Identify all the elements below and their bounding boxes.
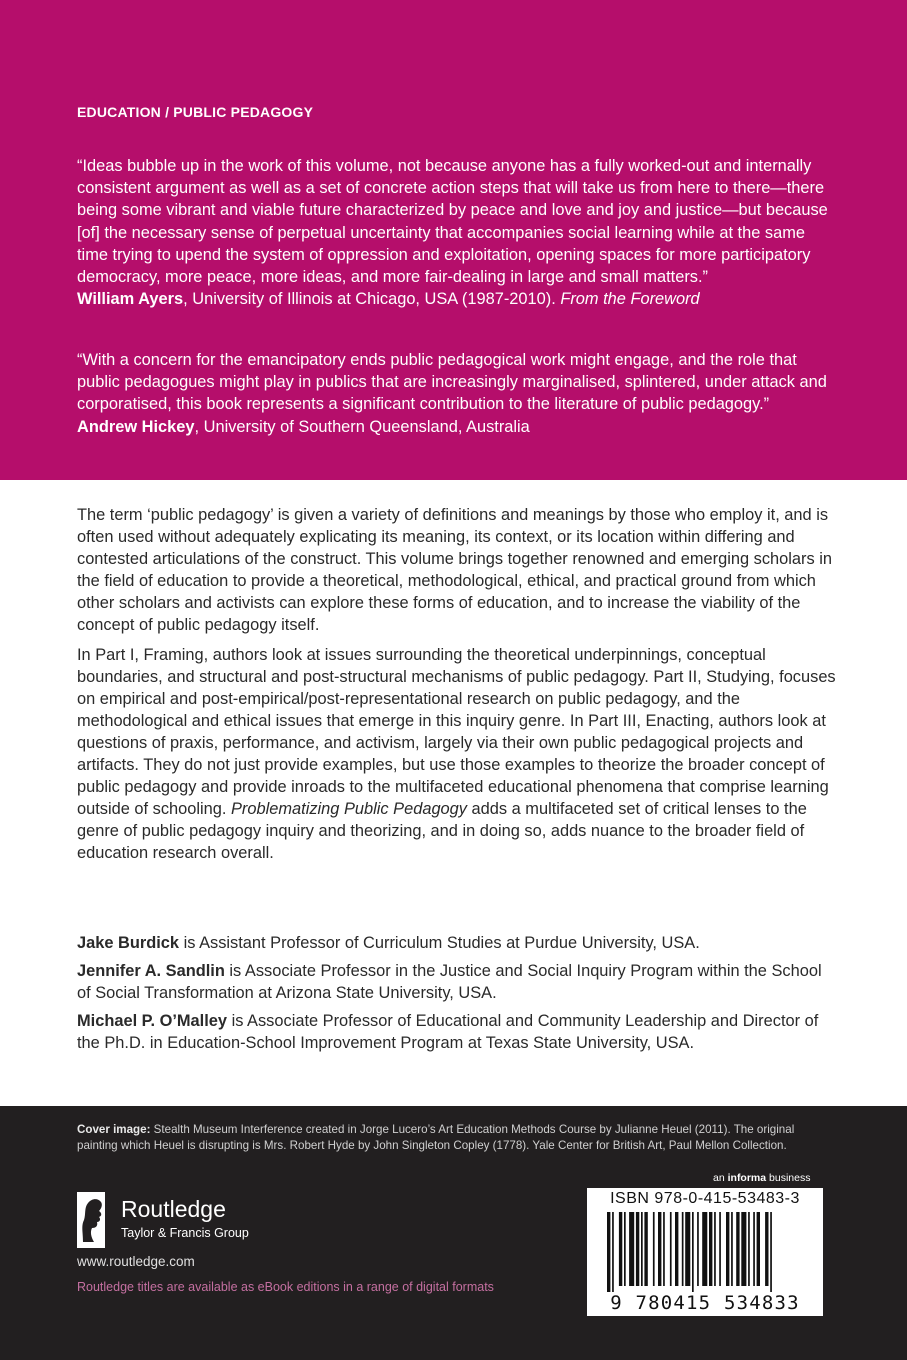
barcode-bar [641,1212,643,1286]
barcode-bar [702,1212,707,1286]
routledge-head-svg [77,1192,105,1248]
barcode-bar [753,1212,755,1286]
book-title: Problematizing Public Pedagogy [231,800,467,818]
barcode-bar [663,1212,665,1286]
quote-text: “With a concern for the emancipatory ends public pedagogical work might engage, and the role that public pedagogues might play in publics that are increasingly marginalised, splintered, under attack and corporatised, this book represents a significant contribution to the literature of public pedagogy.” [77,351,827,414]
barcode-bars [607,1212,815,1292]
endorsement-panel [0,0,907,480]
barcode-bar [770,1212,772,1292]
barcode-bar [629,1212,634,1286]
barcode-bar [748,1212,750,1286]
barcode-bar [624,1212,626,1286]
author-name: Jake Burdick [77,934,180,952]
author-bio [77,1010,837,1054]
publisher-footer [0,1106,907,1360]
author-name: Jennifer A [77,962,157,980]
barcode-digits: 9 780415 534833 [610,1292,800,1314]
ebook-note: Routledge titles are available as eBook editions in a range of digital formats [77,1280,494,1294]
barcode-bar [731,1212,733,1286]
author-bios [77,932,837,1060]
barcode-bar [675,1212,678,1286]
barcode-bar [697,1212,699,1286]
publisher-group: Taylor & Francis Group [121,1226,249,1240]
barcode-bar [714,1212,716,1286]
barcode-bar [709,1212,712,1286]
quote-affiliation: , University of Illinois at Chicago, USA (1987-2010). [183,290,561,309]
barcode-bar [670,1212,672,1286]
endorsement-quote-1 [77,155,837,310]
category-label: EDUCATION / PUBLIC PEDAGOGY [77,104,314,120]
author-bio [77,932,837,954]
barcode-bar [726,1212,729,1286]
author-bio-text: is Associate Professor of Educational and Community Leadership and Director of the Ph.D. in Education-School Improvement Program at Texas State University, USA. [77,1012,819,1052]
book-description [77,504,837,872]
author-name: Michael P. O’Malley [77,1012,228,1030]
description-paragraph-1: The term ‘public pedagogy’ is given a variety of definitions and meanings by those who employ it, and is often used without adequately explicating its meaning, its context, or its location within differing and contested articulations of the construct. This volume brings together renowned and emerging scholars in the field of education to provide a theoretical, methodological, ethical, and practical ground from which other scholars and activists can explore these forms of education, and to increase the viability of the concept of public pedagogy itself. [77,506,832,634]
publisher-website[interactable]: www.routledge.com [77,1254,195,1269]
barcode-bar [653,1212,655,1286]
isbn-barcode [587,1188,823,1316]
quote-text: “Ideas bubble up in the work of this volume, not because anyone has a fully worked-out and internally consistent argument as well as a set of concrete action steps that will take us from here to there—there being some vibrant and viable future characterized by peace and love and joy and justice—but because [of] the necessary sense of perpetual uncertainty that accompanies social learning while at the same time trying to upend the system of oppression and exploitation, opening spaces for more participatory democracy, more peace, more ideas, and more fair-dealing in large and small matters.” [77,157,828,287]
isbn-label: ISBN 978-0-415-53483-3 [610,1190,800,1207]
publisher-name: Routledge [121,1196,226,1222]
description-text: adds a multifaceted set of critical lenses to the genre of public pedagogy inquiry and theorizing, and in doing so, adds nuance to the broader field of education research overall. [77,800,807,862]
barcode-bar [682,1212,684,1286]
barcode-bar [644,1212,647,1286]
routledge-head-icon [77,1192,105,1248]
cover-credit [77,1122,837,1153]
informa-brand: informa [727,1172,767,1184]
endorsement-quote-2 [77,349,837,438]
barcode-bar [685,1212,690,1286]
quote-author: Andrew Hickey [77,417,195,436]
description-text: In Part I, Framing, authors look at issues surrounding the theoretical underpinnings, conceptual boundaries, and structural and post-structural mechanisms of public pedagogy. Part II, Studying, focuses on empirical and post-empirical/post-representational research on public pedagogy, and the methodological and ethical issues that emerge in this inquiry genre. In Part III, Enacting, authors look at questions of praxis, performance, and activism, largely via their own public pedagogical projects and artifacts. They do not just provide examples, but use those examples to theorize the broader concept of public pedagogy and provide inroads to the multifaceted educational phenomena that comprise learning outside of schooling. [77,646,836,818]
quote-affiliation: , University of Southern Queensland, Australia [194,417,530,436]
barcode-bar [757,1212,760,1286]
barcode-bar [619,1212,622,1286]
quote-author: William Ayers [77,290,184,309]
quote-source: From the Foreword [560,290,700,309]
author-bio-text: is Associate Professor in the Justice and Social Inquiry Program within the School of Social Transformation at Arizona State University, USA. [77,962,822,1002]
informa-tagline [713,1172,810,1184]
barcode-bar [765,1212,768,1286]
barcode-bar [741,1212,746,1286]
description-paragraph-2 [77,644,837,864]
author-name-rest: . Sandlin [156,962,225,980]
cover-credit-text: Stealth Museum Interference created in Jorge Lucero’s Art Education Methods Course by Julianne Heuel (2011). The original painting which Heuel is disrupting is Mrs. Robert Hyde by John Singleton Copley (1778). Yale Center for British Art, Paul Mellon Collection. [77,1123,795,1152]
cover-credit-label: Cover image: [77,1123,151,1136]
quote-attribution [77,290,700,308]
barcode-bar [636,1212,639,1286]
barcode-bar [719,1212,721,1286]
barcode-bar [607,1212,610,1292]
barcode-bar [612,1212,614,1292]
author-bio-text: is Assistant Professor of Curriculum Studies at Purdue University, USA. [179,934,700,952]
informa-suffix: business [766,1172,811,1184]
author-bio [77,960,837,1004]
barcode-bar [736,1212,739,1286]
quote-attribution [77,418,530,436]
barcode-bar [692,1212,694,1292]
barcode-bar [658,1212,661,1286]
informa-prefix: an [713,1172,728,1184]
